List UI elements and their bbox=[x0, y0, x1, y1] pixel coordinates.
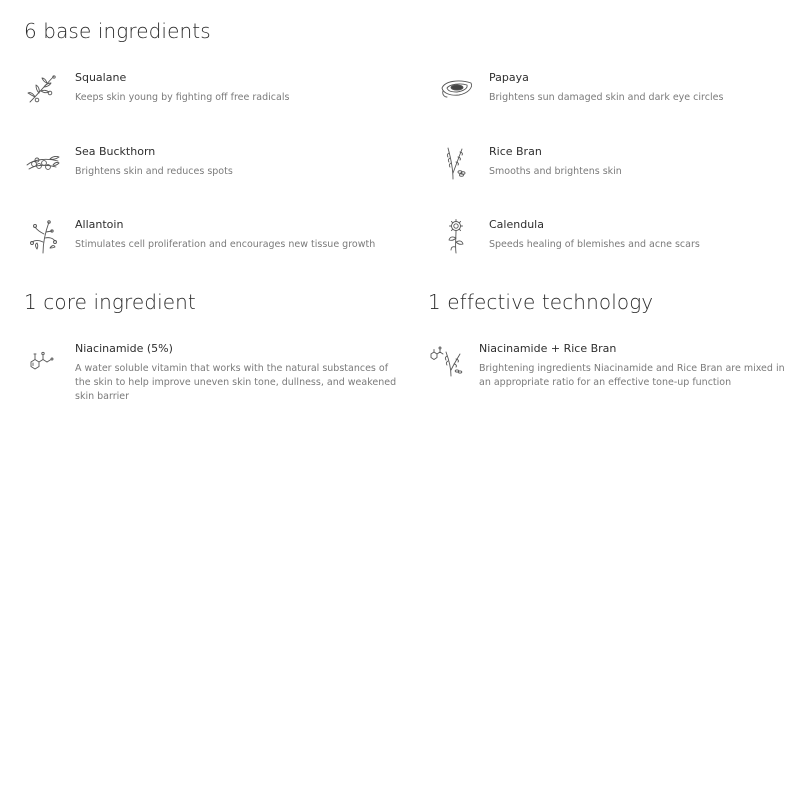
ingredient-description: Brightens skin and reduces spots bbox=[75, 166, 233, 177]
core-ingredient-title: 1 core ingredient bbox=[24, 290, 196, 314]
ingredient-name: Papaya bbox=[489, 71, 529, 84]
rice-stalk-icon bbox=[439, 145, 475, 181]
base-ingredients-title: 6 base ingredients bbox=[24, 19, 211, 43]
ingredient-name: Squalane bbox=[75, 71, 127, 84]
molecule-icon bbox=[25, 342, 61, 378]
ingredient-description: Brightens sun damaged skin and dark eye circles bbox=[489, 92, 724, 103]
ingredient-name: Niacinamide + Rice Bran bbox=[479, 342, 617, 355]
ingredient-description: Stimulates cell proliferation and encourages new tissue growth bbox=[75, 239, 376, 250]
ingredient-name: Sea Buckthorn bbox=[75, 145, 156, 158]
sea-buckthorn-berries-icon bbox=[25, 145, 61, 181]
ingredient-description: Speeds healing of blemishes and acne scars bbox=[489, 239, 700, 250]
molecule-rice-icon bbox=[429, 342, 465, 378]
allantoin-plant-icon bbox=[25, 218, 61, 254]
ingredient-description: Smooths and brightens skin bbox=[489, 166, 622, 177]
ingredient-name: Allantoin bbox=[75, 218, 124, 231]
ingredient-description: Keeps skin young by fighting off free radicals bbox=[75, 92, 290, 103]
ingredient-description: A water soluble vitamin that works with the natural substances of the skin to help improve uneven skin tone, dullness, and weakened skin barrier bbox=[75, 363, 397, 402]
ingredient-name: Calendula bbox=[489, 218, 544, 231]
squalane-branch-icon bbox=[25, 71, 61, 107]
ingredient-description: Brightening ingredients Niacinamide and Rice Bran are mixed in an appropriate ratio for an effective tone-up function bbox=[479, 363, 785, 388]
ingredient-name: Rice Bran bbox=[489, 145, 542, 158]
papaya-icon bbox=[439, 71, 475, 107]
ingredient-name: Niacinamide (5%) bbox=[75, 342, 173, 355]
effective-technology-title: 1 effective technology bbox=[428, 290, 654, 314]
calendula-flower-icon bbox=[439, 218, 475, 254]
